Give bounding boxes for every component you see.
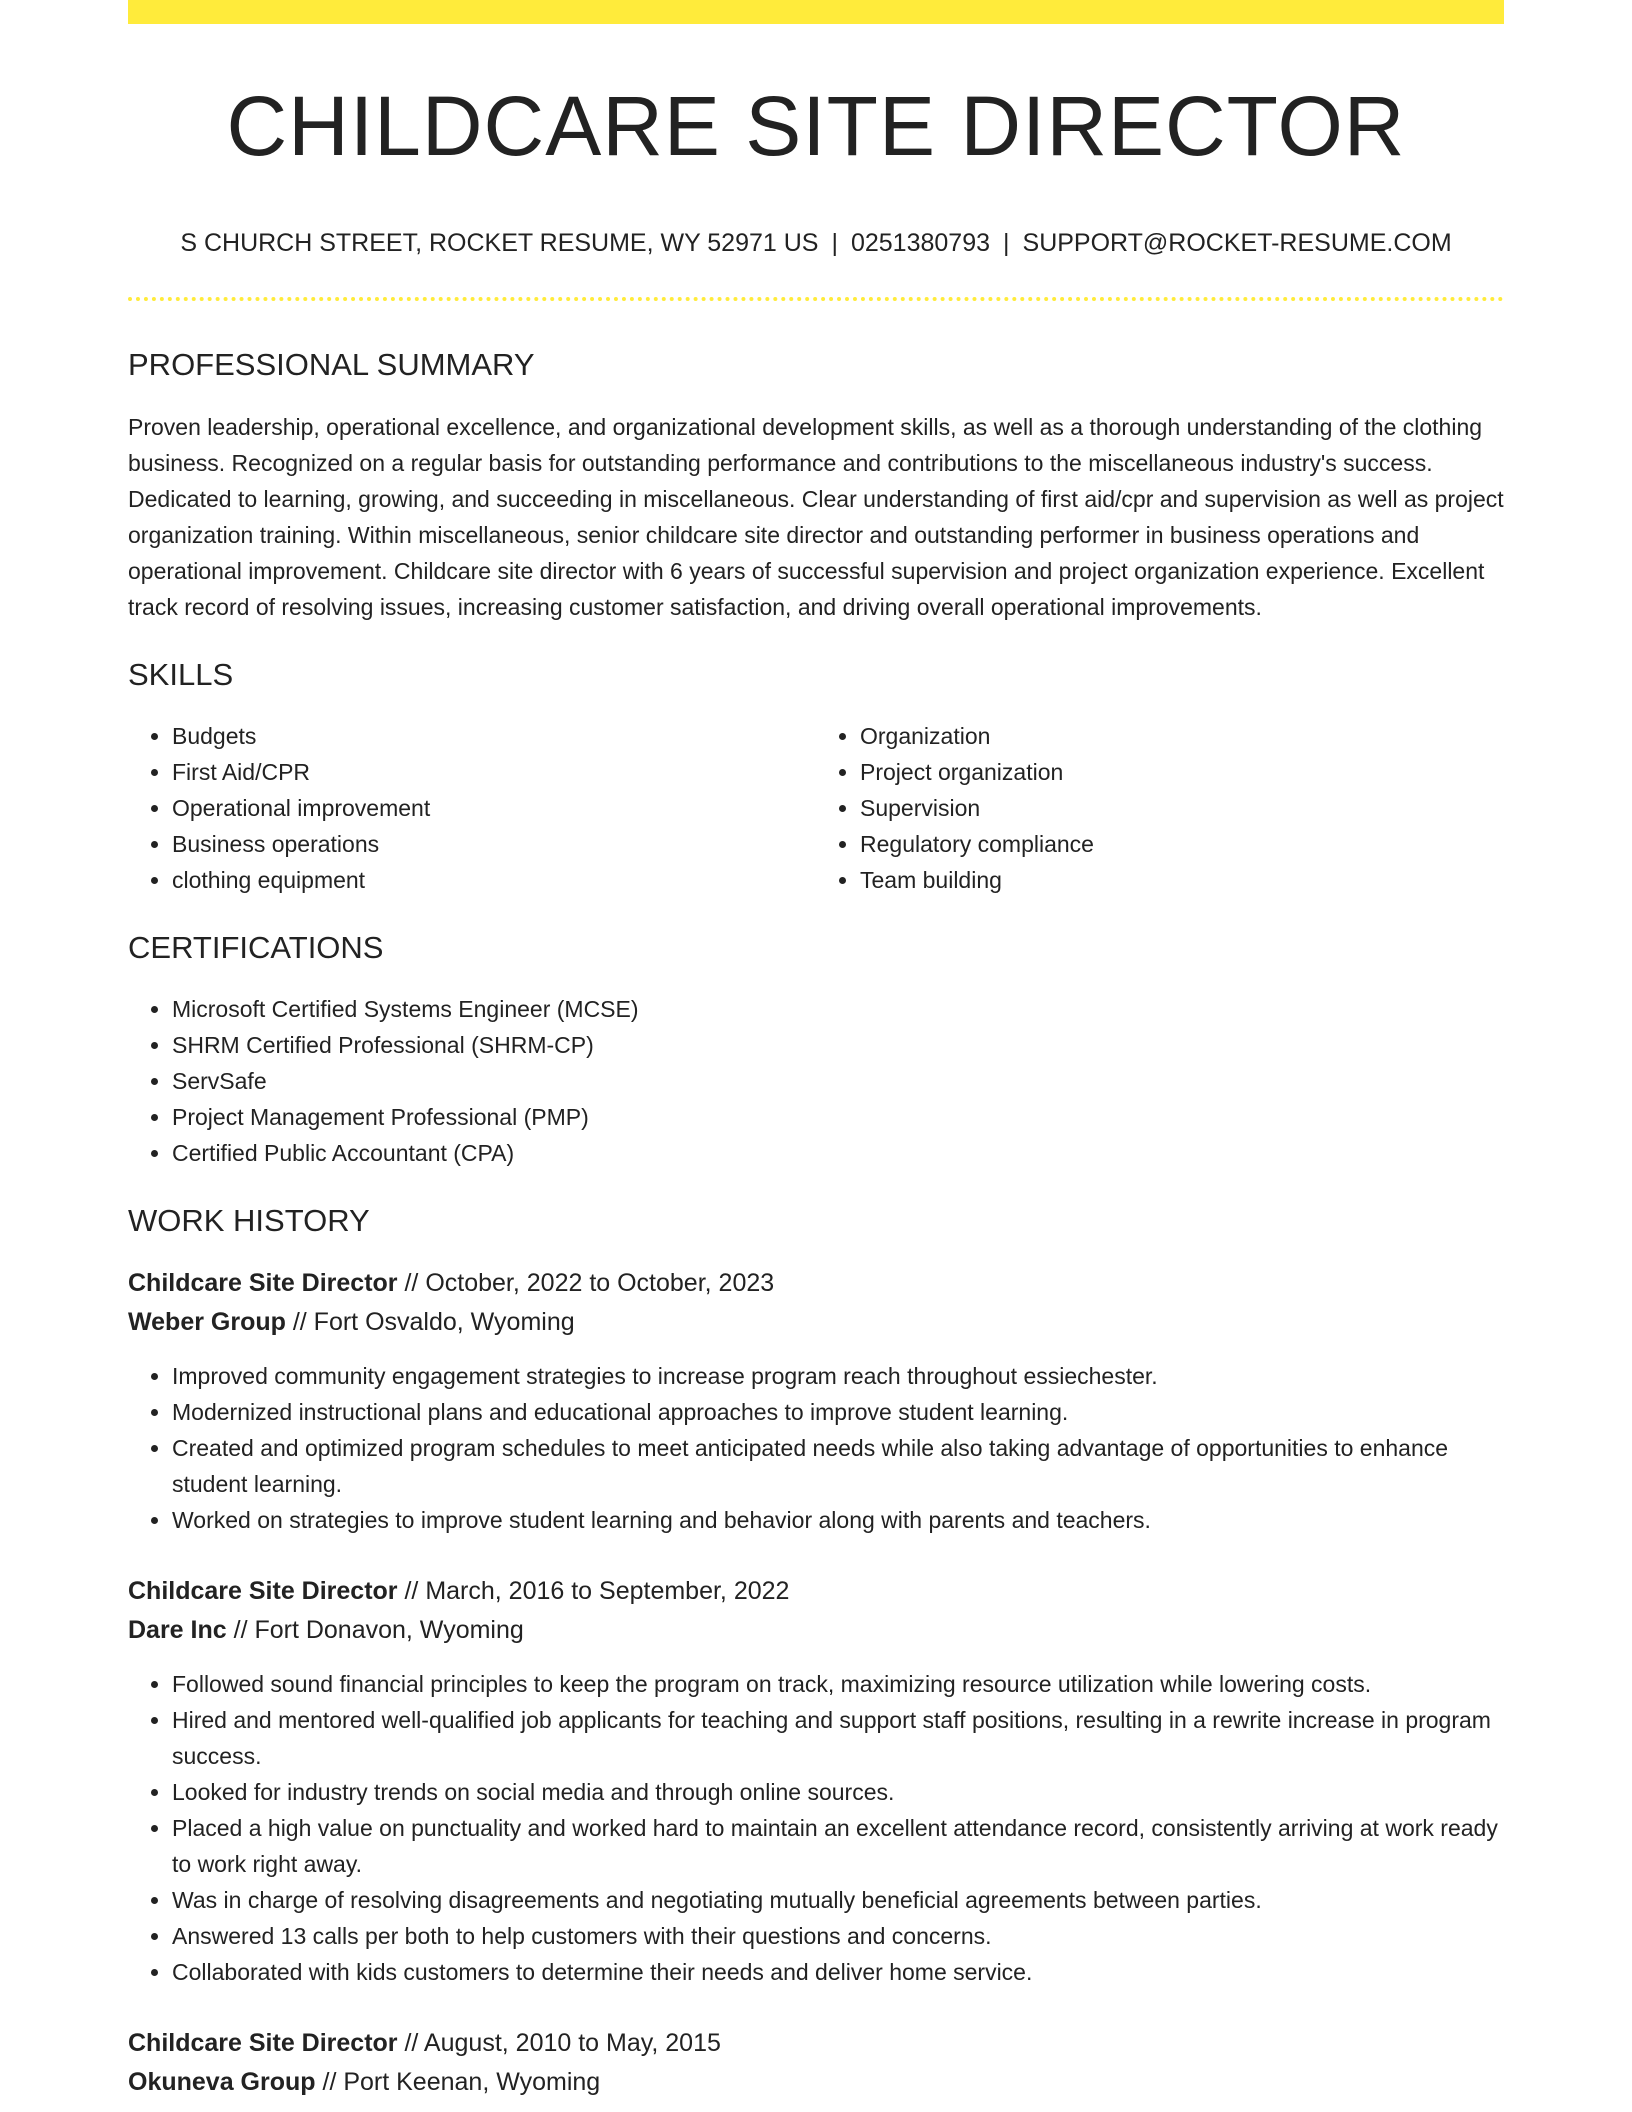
certification-item: • ServSafe bbox=[172, 1063, 1504, 1099]
certification-item: • Microsoft Certified Systems Engineer (MCSE) bbox=[172, 991, 1504, 1027]
job-entry bbox=[128, 2024, 1504, 2102]
summary-text: Proven leadership, operational excellence, and organizational development skills, as well as a thorough understanding of the clothing business. Recognized on a regular basis for outstanding performance and contributions to the miscellaneous industry's success. Dedicated to learning, growing, and succeeding in miscellaneous. Clear understanding of first aid/cpr and supervision as well as project organization training. Within miscellaneous, senior childcare site director and outstanding performer in business operations and operational improvement. Childcare site director with 6 years of successful supervision and project organization experience. Excellent track record of resolving issues, increasing customer satisfaction, and driving overall operational improvements. bbox=[128, 414, 1504, 620]
job-title: Childcare Site Director bbox=[128, 1269, 398, 1297]
job-bullet: • Was in charge of resolving disagreements and negotiating mutually beneficial agreements between parties. bbox=[172, 1882, 1504, 1918]
job-location: // Port Keenan, Wyoming bbox=[315, 2068, 601, 2096]
job-dates: // August, 2010 to May, 2015 bbox=[397, 2029, 721, 2057]
job-bullets bbox=[128, 1358, 1504, 1538]
skill-item: • Project organization bbox=[860, 754, 1504, 790]
job-bullet: • Placed a high value on punctuality and worked hard to maintain an excellent attendance record, consistently arriving at work ready to work right away. bbox=[172, 1810, 1504, 1882]
header-divider bbox=[128, 297, 1504, 301]
skills-list-left bbox=[128, 718, 816, 898]
top-accent-bar bbox=[128, 0, 1504, 24]
contact-line bbox=[128, 231, 1504, 256]
contact-email[interactable]: SUPPORT@ROCKET-RESUME.COM bbox=[1022, 229, 1452, 257]
skill-item: • Budgets bbox=[172, 718, 816, 754]
resume-page bbox=[128, 0, 1504, 2102]
certification-item: • SHRM Certified Professional (SHRM-CP) bbox=[172, 1027, 1504, 1063]
job-dates: // October, 2022 to October, 2023 bbox=[397, 1269, 775, 1297]
resume-name: CHILDCARE SITE DIRECTOR bbox=[226, 79, 1406, 173]
certifications-list bbox=[128, 991, 1504, 1171]
job-dates: // March, 2016 to September, 2022 bbox=[397, 1577, 790, 1605]
job-bullets bbox=[128, 1666, 1504, 1990]
job-entry bbox=[128, 1264, 1504, 1538]
skill-item: • Supervision bbox=[860, 790, 1504, 826]
job-title: Childcare Site Director bbox=[128, 2029, 398, 2057]
work-history-heading: WORK HISTORY bbox=[128, 1203, 370, 1238]
skill-item: • clothing equipment bbox=[172, 862, 816, 898]
skills-list-right bbox=[816, 718, 1504, 898]
job-company: Dare Inc bbox=[128, 1616, 227, 1644]
contact-address: S CHURCH STREET, ROCKET RESUME, WY 52971 US bbox=[180, 229, 819, 257]
contact-separator: | bbox=[1003, 229, 1010, 257]
contact-separator: | bbox=[831, 229, 838, 257]
job-title: Childcare Site Director bbox=[128, 1577, 398, 1605]
job-company: Weber Group bbox=[128, 1308, 286, 1336]
job-title-line bbox=[128, 1572, 1504, 1611]
job-bullet: • Followed sound financial principles to keep the program on track, maximizing resource utilization while lowering costs. bbox=[172, 1666, 1504, 1702]
summary-heading: PROFESSIONAL SUMMARY bbox=[128, 347, 535, 382]
job-location: // Fort Donavon, Wyoming bbox=[226, 1616, 524, 1644]
job-company-line bbox=[128, 1611, 1504, 1650]
skills-columns bbox=[128, 718, 1504, 898]
job-location: // Fort Osvaldo, Wyoming bbox=[285, 1308, 575, 1336]
job-bullet: • Improved community engagement strategies to increase program reach throughout essiechester. bbox=[172, 1358, 1504, 1394]
job-bullet: • Collaborated with kids customers to determine their needs and deliver home service. bbox=[172, 1954, 1504, 1990]
skill-item: • Regulatory compliance bbox=[860, 826, 1504, 862]
job-company-line bbox=[128, 2063, 1504, 2102]
job-company: Okuneva Group bbox=[128, 2068, 316, 2096]
job-bullet: • Looked for industry trends on social media and through online sources. bbox=[172, 1774, 1504, 1810]
skill-item: • Team building bbox=[860, 862, 1504, 898]
job-bullet: • Hired and mentored well-qualified job applicants for teaching and support staff positions, resulting in a rewrite increase in program success. bbox=[172, 1702, 1504, 1774]
skill-item: • Business operations bbox=[172, 826, 816, 862]
skill-item: • First Aid/CPR bbox=[172, 754, 816, 790]
certifications-heading: CERTIFICATIONS bbox=[128, 930, 384, 965]
job-title-line bbox=[128, 2024, 1504, 2063]
certification-item: • Certified Public Accountant (CPA) bbox=[172, 1135, 1504, 1171]
job-title-line bbox=[128, 1264, 1504, 1303]
skills-heading: SKILLS bbox=[128, 657, 234, 692]
job-bullet: • Worked on strategies to improve student learning and behavior along with parents and teachers. bbox=[172, 1502, 1504, 1538]
skill-item: • Operational improvement bbox=[172, 790, 816, 826]
job-bullet: • Modernized instructional plans and educational approaches to improve student learning. bbox=[172, 1394, 1504, 1430]
contact-phone: 0251380793 bbox=[850, 229, 991, 257]
job-bullet: • Answered 13 calls per both to help customers with their questions and concerns. bbox=[172, 1918, 1504, 1954]
skill-item: • Organization bbox=[860, 718, 1504, 754]
job-bullet: • Created and optimized program schedules to meet anticipated needs while also taking advantage of opportunities to enhance student learning. bbox=[172, 1430, 1504, 1502]
job-entry bbox=[128, 1572, 1504, 1990]
job-company-line bbox=[128, 1303, 1504, 1342]
certification-item: • Project Management Professional (PMP) bbox=[172, 1099, 1504, 1135]
